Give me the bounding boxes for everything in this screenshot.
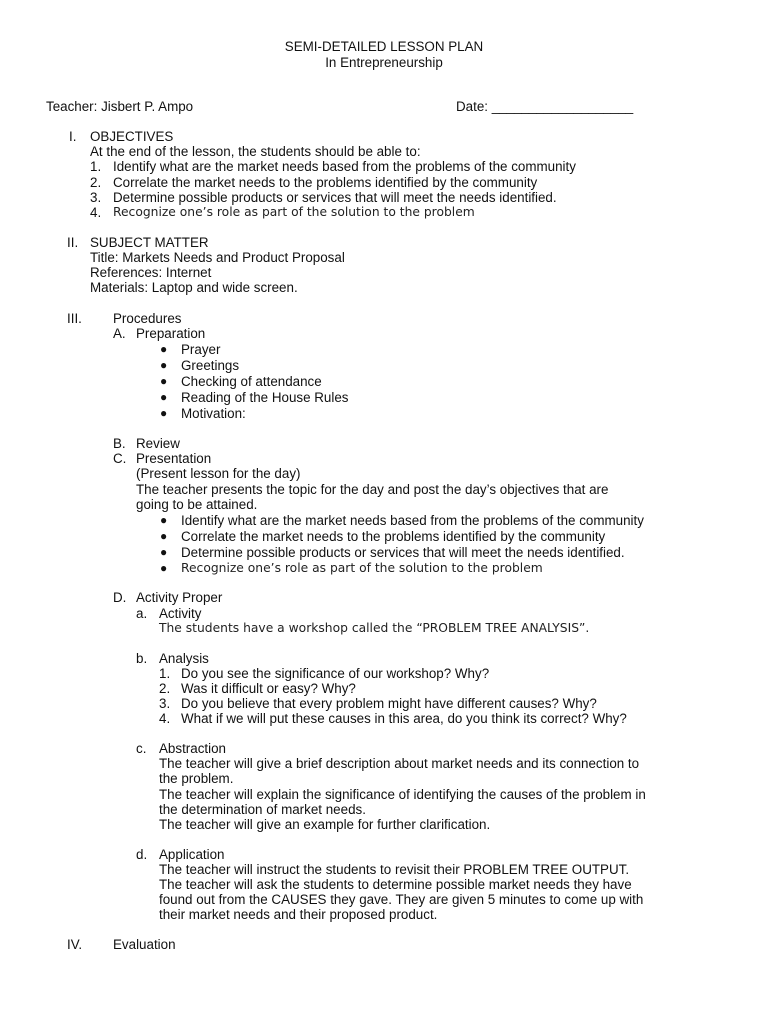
activity-heading: Activity (159, 606, 202, 621)
list-number: 4. (90, 205, 102, 220)
section-numeral: I. (69, 129, 77, 144)
objectives-heading: OBJECTIVES (90, 129, 174, 144)
document-title: SEMI-DETAILED LESSON PLAN (284, 39, 484, 54)
preparation-item: Reading of the House Rules (181, 390, 349, 405)
list-number: 2. (159, 681, 171, 696)
sub-letter: c. (136, 741, 147, 756)
bullet-icon: ● (160, 561, 168, 575)
section-numeral: II. (67, 235, 79, 250)
activity-proper-heading: Activity Proper (136, 590, 223, 605)
section-numeral: IV. (67, 937, 83, 952)
bullet-icon: ● (160, 406, 168, 420)
sub-letter: C. (113, 451, 127, 466)
presentation-note: (Present lesson for the day) (136, 466, 301, 481)
objective-item: Determine possible products or services that will meet the needs identified. (113, 190, 557, 205)
presentation-objective: Recognize one’s role as part of the solution to the problem (181, 561, 543, 575)
presentation-heading: Presentation (136, 451, 212, 466)
bullet-icon: ● (160, 358, 168, 372)
presentation-text: The teacher presents the topic for the day and post the day’s objectives that are (136, 482, 609, 497)
analysis-question: What if we will put these causes in this area, do you think its correct? Why? (181, 711, 627, 726)
subject-references: References: Internet (90, 265, 212, 280)
bullet-icon: ● (160, 342, 168, 356)
review-heading: Review (136, 436, 180, 451)
abstraction-text: The teacher will give a brief description about market needs and its connection to (159, 756, 640, 771)
list-number: 1. (90, 159, 102, 174)
document-subtitle: In Entrepreneurship (325, 55, 443, 70)
analysis-question: Was it difficult or easy? Why? (181, 681, 356, 696)
application-text: The teacher will ask the students to determine possible market needs they have (159, 877, 632, 892)
date-field: Date: ___________________ (456, 99, 634, 114)
subject-matter-heading: SUBJECT MATTER (90, 235, 209, 250)
preparation-item: Motivation: (181, 406, 246, 421)
abstraction-text: the determination of market needs. (159, 802, 366, 817)
subject-materials: Materials: Laptop and wide screen. (90, 280, 298, 295)
analysis-heading: Analysis (159, 651, 209, 666)
analysis-question: Do you see the significance of our workshop? Why? (181, 666, 490, 681)
application-text: found out from the CAUSES they gave. They are given 5 minutes to come up with (159, 892, 644, 907)
abstraction-text: The teacher will explain the significance of identifying the causes of the problem in (159, 787, 646, 802)
preparation-item: Prayer (181, 342, 221, 357)
list-number: 2. (90, 175, 102, 190)
application-text: The teacher will instruct the students to revisit their PROBLEM TREE OUTPUT. (159, 862, 630, 877)
list-number: 4. (159, 711, 171, 726)
list-number: 3. (159, 696, 171, 711)
bullet-icon: ● (160, 390, 168, 404)
preparation-item: Greetings (181, 358, 240, 373)
activity-text: The students have a workshop called the “PROBLEM TREE ANALYSIS”. (159, 621, 590, 635)
subject-title: Title: Markets Needs and Product Proposal (90, 250, 345, 265)
procedures-heading: Procedures (113, 311, 182, 326)
bullet-icon: ● (160, 529, 168, 543)
preparation-heading: Preparation (136, 326, 206, 341)
list-number: 1. (159, 666, 171, 681)
sub-letter: B. (113, 436, 126, 451)
application-text: their market needs and their proposed product. (159, 907, 438, 922)
preparation-item: Checking of attendance (181, 374, 322, 389)
list-number: 3. (90, 190, 102, 205)
application-heading: Application (159, 847, 225, 862)
presentation-objective: Correlate the market needs to the problems identified by the community (181, 529, 606, 544)
presentation-objective: Determine possible products or services that will meet the needs identified. (181, 545, 625, 560)
abstraction-text: The teacher will give an example for further clarification. (159, 817, 491, 832)
objectives-intro: At the end of the lesson, the students should be able to: (90, 144, 421, 159)
sub-letter: a. (136, 606, 148, 621)
objective-item: Recognize one’s role as part of the solution to the problem (113, 205, 475, 219)
sub-letter: d. (136, 847, 148, 862)
objective-item: Correlate the market needs to the problems identified by the community (113, 175, 538, 190)
abstraction-heading: Abstraction (159, 741, 226, 756)
bullet-icon: ● (160, 545, 168, 559)
sub-letter: A. (113, 326, 126, 341)
objective-item: Identify what are the market needs based from the problems of the community (113, 159, 576, 174)
presentation-text: going to be attained. (136, 497, 258, 512)
sub-letter: D. (113, 590, 127, 605)
bullet-icon: ● (160, 513, 168, 527)
sub-letter: b. (136, 651, 148, 666)
bullet-icon: ● (160, 374, 168, 388)
section-numeral: III. (67, 311, 82, 326)
abstraction-text: the problem. (159, 771, 234, 786)
presentation-objective: Identify what are the market needs based from the problems of the community (181, 513, 644, 528)
teacher-name: Teacher: Jisbert P. Ampo (46, 99, 194, 114)
analysis-question: Do you believe that every problem might have different causes? Why? (181, 696, 597, 711)
evaluation-heading: Evaluation (113, 937, 176, 952)
